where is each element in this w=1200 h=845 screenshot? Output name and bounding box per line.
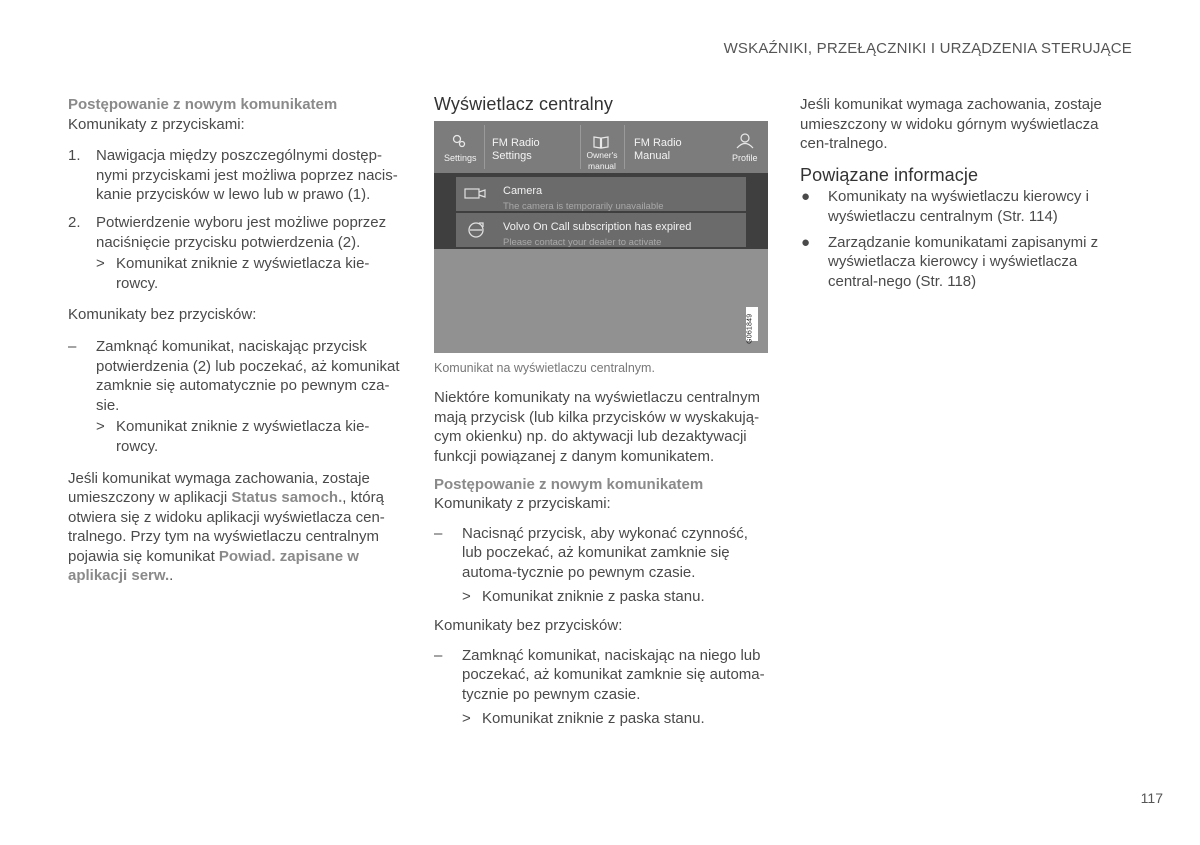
page-header: WSKAŹNIKI, PRZEŁĄCZNIKI I URZĄDZENIA STERUJĄCE [723, 40, 1132, 57]
tile-divider [484, 125, 485, 169]
tile-label-block [586, 150, 618, 172]
step-2 [68, 213, 400, 252]
notification-camera [456, 177, 746, 211]
page-number: 117 [1140, 790, 1163, 806]
notification-title: Volvo On Call subscription has expired [503, 220, 692, 233]
dash-result [462, 587, 768, 607]
column-left [68, 95, 400, 594]
tile-label: Settings [444, 152, 477, 163]
paragraph: Jeśli komunikat wymaga zachowania, zostaje umieszczony w widoku górnym wyświetlacza cen-tralnego. [800, 96, 1102, 153]
illustration-code-text: G061849 [746, 313, 754, 344]
figure-caption: Komunikat na wyświetlaczu centralnym. [434, 360, 655, 375]
step-number: 2. [68, 213, 81, 231]
dash-item [68, 337, 400, 415]
dash-item [434, 646, 768, 705]
result-arrow: > [462, 709, 471, 727]
app-name-status: Status samoch. [231, 489, 343, 507]
camera-icon [464, 186, 486, 202]
text-span: Jeśli komunikat wymaga zachowania, zostaje umieszczony w aplikacji [68, 469, 370, 507]
column-middle [434, 95, 768, 736]
column-right [800, 95, 1130, 297]
step-number: 1. [68, 147, 81, 165]
step-1 [68, 146, 400, 205]
step-result [96, 254, 400, 293]
tile-profile [724, 121, 768, 173]
display-top-bar [434, 121, 768, 173]
tile-divider [624, 125, 625, 169]
dash-text: Zamknąć komunikat, naciskając na niego lub poczekać, aż komunikat zamknie się automa-tycznie po pewnym czasie. [462, 646, 765, 703]
intro-with-buttons: Komunikaty z przyciskami: [434, 495, 611, 513]
volvo-logo-icon [467, 221, 485, 239]
dash-mark: – [68, 337, 77, 355]
intro-without-buttons: Komunikaty bez przycisków: [434, 617, 623, 635]
notification-title: Camera [503, 184, 543, 197]
result-text: Komunikat zniknie z wyświetlacza kie-rowcy. [116, 255, 370, 292]
message-saved-text: Powiad. zapisane w aplikacji serw. [68, 547, 359, 585]
related-list [800, 187, 1130, 291]
dash-text: Zamknąć komunikat, naciskając przycisk potwierdzenia (2) lub poczekać, aż komunikat zamknie się automatycznie po pewnym cza-sie. [96, 337, 400, 414]
tile-label: Profile [732, 152, 758, 163]
result-arrow: > [96, 418, 105, 436]
intro-without-buttons: Komunikaty bez przycisków: [68, 306, 257, 324]
tile-line: Settings [492, 149, 532, 162]
dash-text: Nacisnąć przycisk, aby wykonać czynność, lub poczekać, aż komunikat zamknie się automa-tycznie po pewnym czasie. [462, 524, 748, 581]
dash-mark: – [434, 524, 443, 542]
section-subheading: Postępowanie z nowym komunikatem [68, 96, 338, 113]
center-display-illustration [434, 121, 768, 353]
text-span: . [169, 567, 174, 585]
notification-subtitle: Please contact your dealer to activate [503, 236, 662, 248]
tile-line: Manual [634, 149, 671, 162]
result-arrow: > [462, 587, 471, 605]
book-icon [593, 135, 609, 149]
related-heading: Powiązane informacje [800, 164, 979, 185]
storage-paragraph [68, 469, 400, 587]
result-text: Komunikat zniknie z paska stanu. [482, 709, 705, 727]
related-link[interactable] [800, 187, 1130, 226]
tile-line: FM Radio [492, 136, 540, 149]
text-span: , którą otwiera się z widoku aplikacji wyświetlacza cen-tralnego. Przy tym na wyświetlaczu centralnym pojawia się komunikat [68, 489, 385, 565]
intro-with-buttons: Komunikaty z przyciskami: [68, 115, 245, 133]
bullet-icon: ● [801, 188, 811, 206]
notification-volvo-on-call [456, 213, 746, 247]
illustration-code [746, 307, 758, 344]
notification-subtitle: The camera is temporarily unavailable [503, 200, 664, 212]
dash-item [434, 524, 768, 583]
section-subheading: Postępowanie z nowym komunikatem [434, 475, 704, 493]
dash-result [462, 709, 768, 729]
gear-icon [451, 133, 467, 149]
dash-result [96, 417, 400, 456]
paragraph: Niektóre komunikaty na wyświetlaczu centralnym mają przycisk (lub kilka przycisków w wyskakują-cym okienku) np. do aktywacji lub dezaktywacji funkcji powiązanej z danym komunikatem. [434, 389, 760, 465]
tile-line: Owner's [586, 149, 618, 160]
dash-mark: – [434, 646, 443, 664]
result-text: Komunikat zniknie z paska stanu. [482, 587, 705, 605]
bullet-icon: ● [801, 233, 811, 251]
tile-owners-manual [581, 121, 621, 173]
related-link[interactable] [800, 233, 1130, 292]
tile-line: FM Radio [634, 136, 682, 149]
step-text: Nawigacja między poszczególnymi dostęp-nymi przyciskami jest możliwa poprzez nacis-kanie przycisków w lewo lub w prawo (1). [96, 147, 398, 204]
related-link-text: Komunikaty na wyświetlaczu kierowcy i wyświetlaczu centralnym (Str. 114) [828, 188, 1089, 225]
profile-icon [736, 133, 754, 149]
tile-settings [434, 121, 484, 173]
notification-panel [434, 173, 768, 249]
tile-line: manual [588, 160, 616, 171]
result-arrow: > [96, 255, 105, 273]
related-link-text: Zarządzanie komunikatami zapisanymi z wyświetlacza kierowcy i wyświetlacza central-nego (Str. 118) [828, 233, 1099, 290]
step-text: Potwierdzenie wyboru jest możliwe poprzez naciśnięcie przycisku potwierdzenia (2). [96, 213, 387, 251]
result-text: Komunikat zniknie z wyświetlacza kie-rowcy. [116, 418, 370, 455]
section-heading: Wyświetlacz centralny [434, 94, 613, 114]
